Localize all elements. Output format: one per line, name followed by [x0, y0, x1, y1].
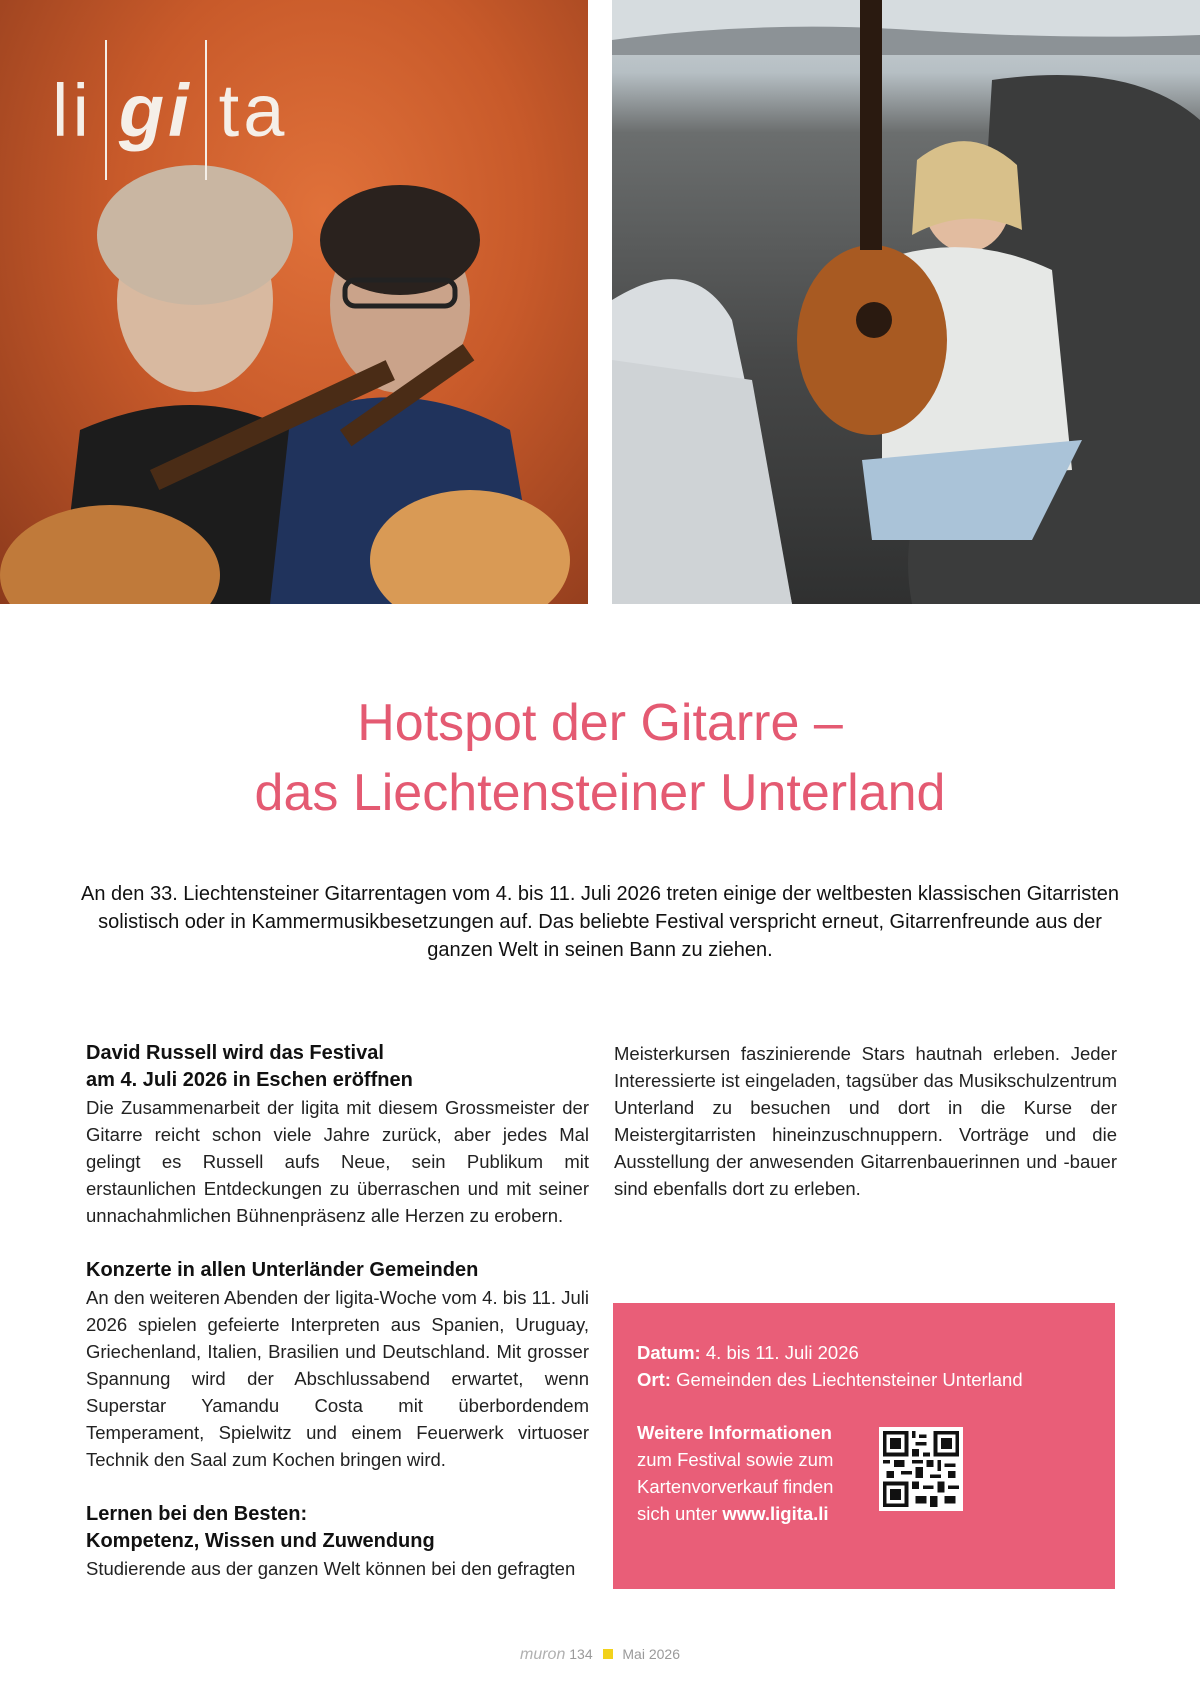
- section-body-lernen-continued: Meisterkursen faszinierende Stars hautnah erleben. Jeder Interessierte ist eingeladen, tagsüber das Musikschulzentrum Unterland zu besuchen und dort in die Kurse der Meistergitarristen hineinzuschnuppern. Vorträge und die Ausstellung der anwesenden Gitarrenbauerinnen und -bauer sind ebenfalls dort zu erleben.: [614, 1043, 1117, 1199]
- info-place: [637, 1366, 1091, 1393]
- info-date: [637, 1339, 1091, 1366]
- info-date-label: Datum:: [637, 1342, 701, 1363]
- article-title-line-1: Hotspot der Gitarre –: [357, 694, 843, 752]
- section-heading-lernen-line-1: Lernen bei den Besten:: [86, 1503, 308, 1525]
- article-lead: An den 33. Liechtensteiner Gitarrentagen vom 4. bis 11. Juli 2026 treten einige der weltbesten klassischen Gitarristen solistisch oder in Kammermusikbesetzungen auf. Das beliebte Festival verspricht erneut, Gitarrenfreunde aus der ganzen Welt in seinen Bann zu ziehen.: [81, 883, 1119, 961]
- info-box: [613, 1303, 1115, 1589]
- section-heading-konzerte: Konzerte in allen Unterländer Gemeinden: [86, 1259, 479, 1281]
- left-column: [86, 1040, 589, 1610]
- footer-brand: muron: [520, 1646, 566, 1663]
- info-more-heading: Weitere Informationen: [637, 1422, 832, 1443]
- info-date-value: 4. bis 11. Juli 2026: [705, 1342, 859, 1363]
- info-website-link[interactable]: www.ligita.li: [722, 1503, 829, 1524]
- footer-date: Mai 2026: [622, 1646, 680, 1662]
- section-body-konzerte: An den weiteren Abenden der ligita-Woche vom 4. bis 11. Juli 2026 spielen gefeierte Interpreten aus Spanien, Uruguay, Griechenland, Italien, Brasilien und Deutschland. Mit grosser Spannung wird der Abschlussabend erwartet, wenn Superstar Yamandu Costa mit überbordendem Temperament, Spielwitz und einem Feuerwerk virtuoser Technik den Saal zum Kochen bringen wird.: [86, 1287, 589, 1470]
- right-column: [614, 1040, 1117, 1230]
- qr-code-icon[interactable]: [879, 1427, 963, 1511]
- section-body-lernen: Studierende aus der ganzen Welt können bei den gefragten: [86, 1558, 576, 1579]
- article-title: [0, 688, 1200, 828]
- info-more: [637, 1419, 1091, 1527]
- russell-photo-illustration: [612, 0, 1200, 604]
- footer-issue: 134: [569, 1646, 593, 1662]
- page-footer: [0, 1646, 1200, 1664]
- photo-david-russell: [612, 0, 1200, 604]
- info-more-text: [637, 1419, 857, 1527]
- footer-square-icon: [603, 1649, 613, 1659]
- section-heading-russell-line-1: David Russell wird das Festival: [86, 1042, 384, 1064]
- section-heading-lernen: [86, 1501, 589, 1555]
- ligita-logo: [40, 40, 300, 180]
- section-heading-lernen-line-2: Kompetenz, Wissen und Zuwendung: [86, 1530, 435, 1552]
- logo-part-gi: gi: [118, 68, 193, 152]
- logo-part-ta: ta: [218, 68, 289, 152]
- section-heading-russell-line-2: am 4. Juli 2026 in Eschen eröffnen: [86, 1069, 413, 1091]
- section-heading-russell: [86, 1040, 589, 1094]
- qr-code-graphic: [883, 1431, 959, 1507]
- info-more-body: zum Festival sowie zum Kartenvorverkauf finden sich unter: [637, 1449, 834, 1524]
- photo-duo-guitarists: [0, 0, 588, 604]
- info-place-label: Ort:: [637, 1369, 671, 1390]
- section-body-russell: Die Zusammenarbeit der ligita mit diesem Grossmeister der Gitarre reicht schon viele Jahre zurück, aber jedes Mal gelingt es Russell aufs Neue, sein Publikum mit erstaunlichen Entdeckungen zu überraschen und mit seiner unnachahmlichen Bühnenpräsenz alle Herzen zu erobern.: [86, 1097, 589, 1226]
- article-title-line-2: das Liechtensteiner Unterland: [254, 764, 946, 822]
- info-place-value: Gemeinden des Liechtensteiner Unterland: [676, 1369, 1023, 1390]
- logo-part-li: li: [52, 68, 93, 152]
